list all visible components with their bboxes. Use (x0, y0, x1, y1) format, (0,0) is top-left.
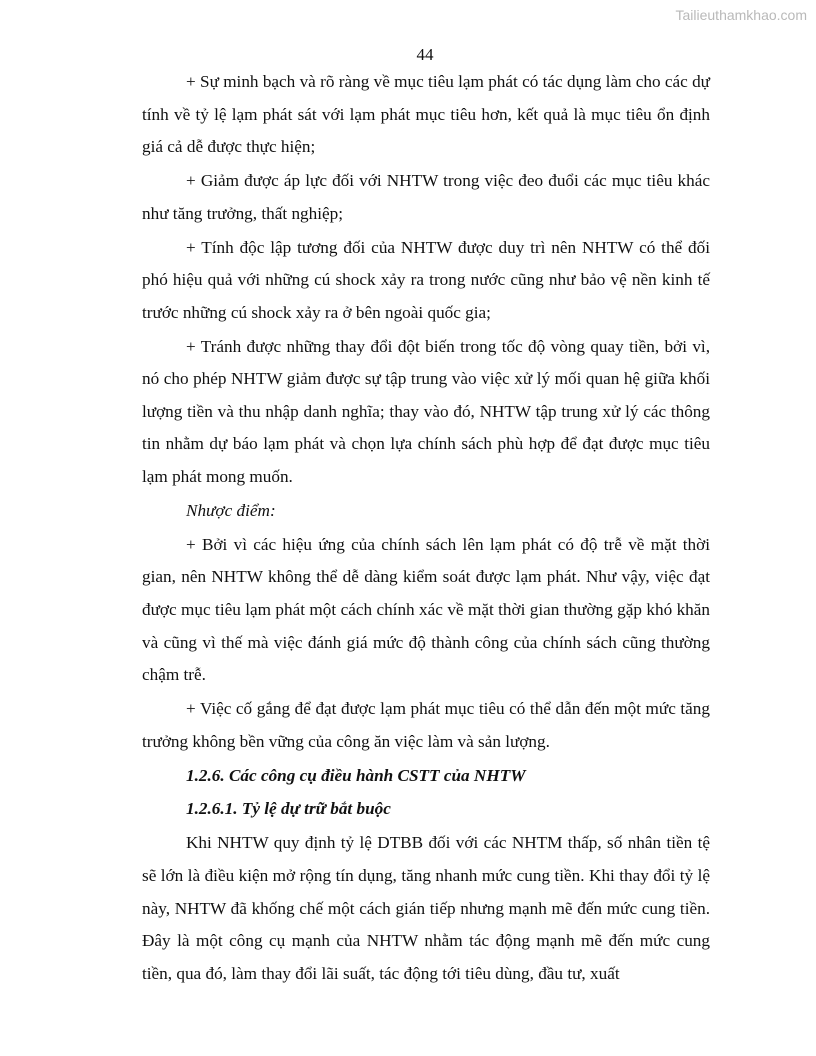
paragraph-velocity: + Tránh được những thay đổi đột biến trong tốc độ vòng quay tiền, bởi vì, nó cho phép NHTW giảm được sự tập trung vào việc xử lý mối quan hệ giữa khối lượng tiền và thu nhập danh nghĩa; thay vào đó, NHTW tập trung xử lý các thông tin nhằm dự báo lạm phát và chọn lựa chính sách phù hợp để đạt được mục tiêu lạm phát mong muốn. (142, 336, 710, 487)
section-heading-1-2-6-1: 1.2.6.1. Tỷ lệ dự trữ bắt buộc (186, 799, 391, 819)
paragraph-growth: + Việc cố gắng để đạt được lạm phát mục tiêu có thể dẫn đến một mức tăng trưởng không bền vững của công ăn việc làm và sản lượng. (142, 699, 710, 751)
paragraph-lag: + Bởi vì các hiệu ứng của chính sách lên lạm phát có độ trễ về mặt thời gian, nên NHTW không thể dễ dàng kiểm soát được lạm phát. Như vậy, việc đạt được mục tiêu lạm phát một cách chính xác về mặt thời gian thường gặp khó khăn và cũng vì thế mà việc đánh giá mức độ thành công của chính sách cũng thường chậm trễ. (142, 534, 710, 685)
page-number: 44 (416, 45, 434, 64)
paragraph-pressure: + Giảm được áp lực đối với NHTW trong việc đeo đuổi các mục tiêu khác như tăng trưởng, thất nghiệp; (142, 171, 710, 223)
paragraph-independence: + Tính độc lập tương đối của NHTW được duy trì nên NHTW có thể đối phó hiệu quả với những cú shock xảy ra trong nước cũng như bảo vệ nền kinh tế trước những cú shock xảy ra ở bên ngoài quốc gia; (142, 237, 710, 322)
disadvantages-label: Nhược điểm: (186, 500, 276, 520)
paragraph-transparency: + Sự minh bạch và rõ ràng về mục tiêu lạm phát có tác dụng làm cho các dự tính về tỷ lệ lạm phát sát với lạm phát mục tiêu hơn, kết quả là mục tiêu ổn định giá cả dễ được thực hiện; (142, 72, 710, 157)
watermark: Tailieuthamkhao.com (675, 7, 807, 23)
paragraph-reserve-ratio: Khi NHTW quy định tỷ lệ DTBB đối với các NHTM thấp, số nhân tiền tệ sẽ lớn là điều kiện mở rộng tín dụng, tăng nhanh mức cung tiền. Khi thay đổi tỷ lệ này, NHTW đã khống chế một cách gián tiếp nhưng mạnh mẽ đến mức cung tiền. Đây là một công cụ mạnh của NHTW nhằm tác động mạnh mẽ đến mức cung tiền, qua đó, làm thay đổi lãi suất, tác động tới tiêu dùng, đầu tư, xuất (142, 833, 710, 983)
document-body (142, 66, 710, 992)
section-heading-1-2-6: 1.2.6. Các công cụ điều hành CSTT của NHTW (186, 765, 526, 785)
